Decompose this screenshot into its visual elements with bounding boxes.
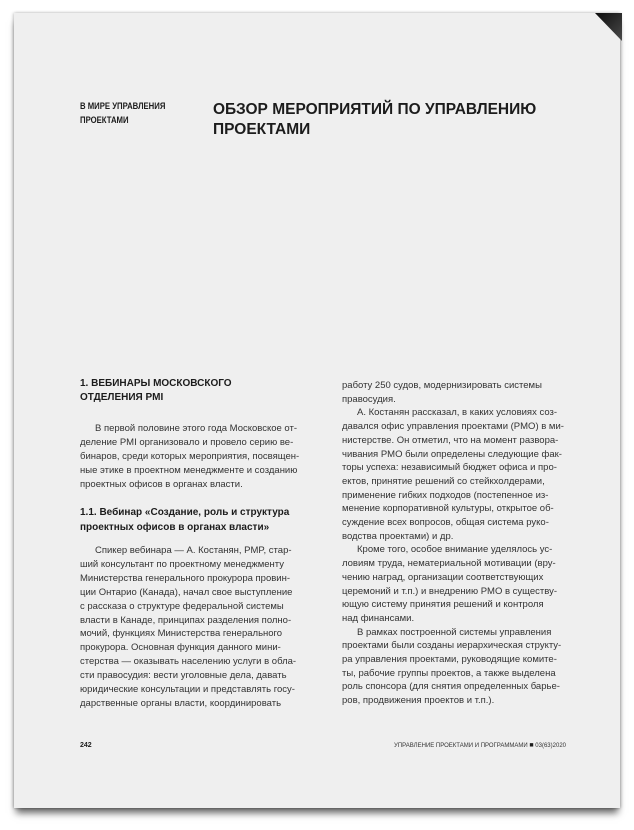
subsection-heading: [80, 506, 289, 535]
text-line: проектных офисов в органах власти.: [80, 479, 243, 490]
text-line: правосудия.: [342, 393, 396, 405]
text-line: В рамках построенной системы управления: [357, 626, 552, 638]
text-line: работу 250 судов, модернизировать системы: [342, 380, 542, 391]
text-line: ПРОЕКТАМИ: [213, 121, 311, 138]
text-line: власти в Канаде, принципах разделения полно-: [80, 614, 292, 626]
text-line: В МИРЕ УПРАВЛЕНИЯ: [80, 101, 166, 111]
speaker-paragraph: [80, 544, 320, 711]
text-line: проектами были созданы иерархическая структу-: [342, 640, 562, 652]
text-line: Министерства генерального прокурора провин-: [80, 572, 291, 584]
text-line: бинаров, среди которых мероприятия, посвящен-: [80, 451, 300, 462]
page-number: 242: [80, 742, 92, 749]
text-line: чивания PMO были определены следующие фак-: [342, 448, 562, 460]
text-line: применение гибких подходов (постепенное из-: [342, 489, 549, 501]
paragraph-pmo-setup: [342, 406, 572, 543]
text-line: 1.1. Вебинар «Создание, роль и структура: [80, 507, 290, 518]
text-line: юридические консультации и представлять госу-: [80, 684, 295, 696]
text-line: деление PMI организовало и провело серию ве-: [80, 437, 294, 448]
issue-number: 03(63)2020: [535, 743, 566, 749]
text-line: ОТДЕЛЕНИЯ PMI: [80, 391, 164, 403]
text-line: прокурора. Основная функция данного мини-: [80, 642, 281, 654]
text-line: стерства — оказывать населению услуги в обла-: [80, 656, 297, 668]
text-line: 1. ВЕБИНАРЫ МОСКОВСКОГО: [80, 378, 232, 389]
text-line: давался офис управления проектами (PMO) в ми-: [342, 421, 564, 433]
text-line: Спикер вебинара — А. Костанян, PMP, стар-: [95, 545, 292, 556]
running-footer: [394, 741, 566, 751]
text-line: А. Костанян рассказал, в каких условиях соз-: [357, 407, 558, 419]
text-line: ший консультант по проектному менеджменту: [80, 558, 285, 570]
section-rubric: [80, 100, 165, 127]
text-line: ющую систему принятия решений и контроля: [342, 599, 544, 611]
page-curl-shadow: [590, 11, 623, 44]
text-line: водства проектами) и др.: [342, 530, 454, 542]
paragraph-governance-structure: [342, 626, 572, 708]
text-line: чению наград, организации соответствующих: [342, 571, 544, 583]
text-line: проектных офисов в органах власти»: [80, 521, 270, 533]
text-line: роль спонсора (для снятия определенных барье-: [342, 681, 560, 693]
text-line: ектов, принятие решений со стейкхолдерами,: [342, 475, 545, 487]
text-line: с рассказа о структуре федеральной системы: [80, 600, 284, 612]
text-line: ПРОЕКТАМИ: [80, 114, 129, 125]
text-line: ции Онтарио (Канада), начал свое выступление: [80, 586, 293, 598]
text-line: ловиям труда, нематериальной мотивации (вру-: [342, 558, 556, 570]
text-line: дарственные органы власти, координировать: [80, 697, 282, 709]
text-line: суждение всех вопросов, общая система руко-: [342, 517, 549, 529]
right-column: [342, 379, 572, 708]
text-line: нистерстве. Он отметил, что на момент развора-: [342, 434, 559, 446]
text-line: церемоний и т.п.) и внедрению PMO в существу-: [342, 585, 558, 597]
journal-title: УПРАВЛЕНИЕ ПРОЕКТАМИ И ПРОГРАММАМИ: [394, 743, 528, 749]
text-line: ра управления проектами, руководящие комите-: [342, 654, 557, 666]
paragraph-working-conditions: [342, 543, 572, 625]
text-line: Кроме того, особое внимание уделялось ус-: [357, 544, 553, 556]
footer-separator: ■: [529, 742, 534, 749]
text-line: сти правосудия: вести уголовные дела, давать: [80, 670, 287, 682]
intro-paragraph: [80, 422, 320, 492]
text-line: ров, продвижения проектов и т.п.).: [342, 695, 495, 707]
text-line: ные этике в проектном менеджменте и созданию: [80, 465, 298, 476]
text-line: над финансами.: [342, 612, 415, 624]
text-line: менение корпоративной культуры, открытое об-: [342, 503, 554, 515]
article-title: [213, 100, 536, 140]
text-line: мочий, функциях Министерства генерального: [80, 628, 283, 640]
text-line: торы успеха: независимый бюджет офиса и про-: [342, 462, 557, 474]
text-line: В первой половине этого года Московское от-: [95, 423, 298, 434]
paragraph-continuation: [342, 379, 572, 406]
section-heading: [80, 377, 232, 404]
text-line: ОБЗОР МЕРОПРИЯТИЙ ПО УПРАВЛЕНИЮ: [213, 101, 537, 118]
text-line: ты, рабочие группы проектов, а также выделена: [342, 667, 556, 679]
